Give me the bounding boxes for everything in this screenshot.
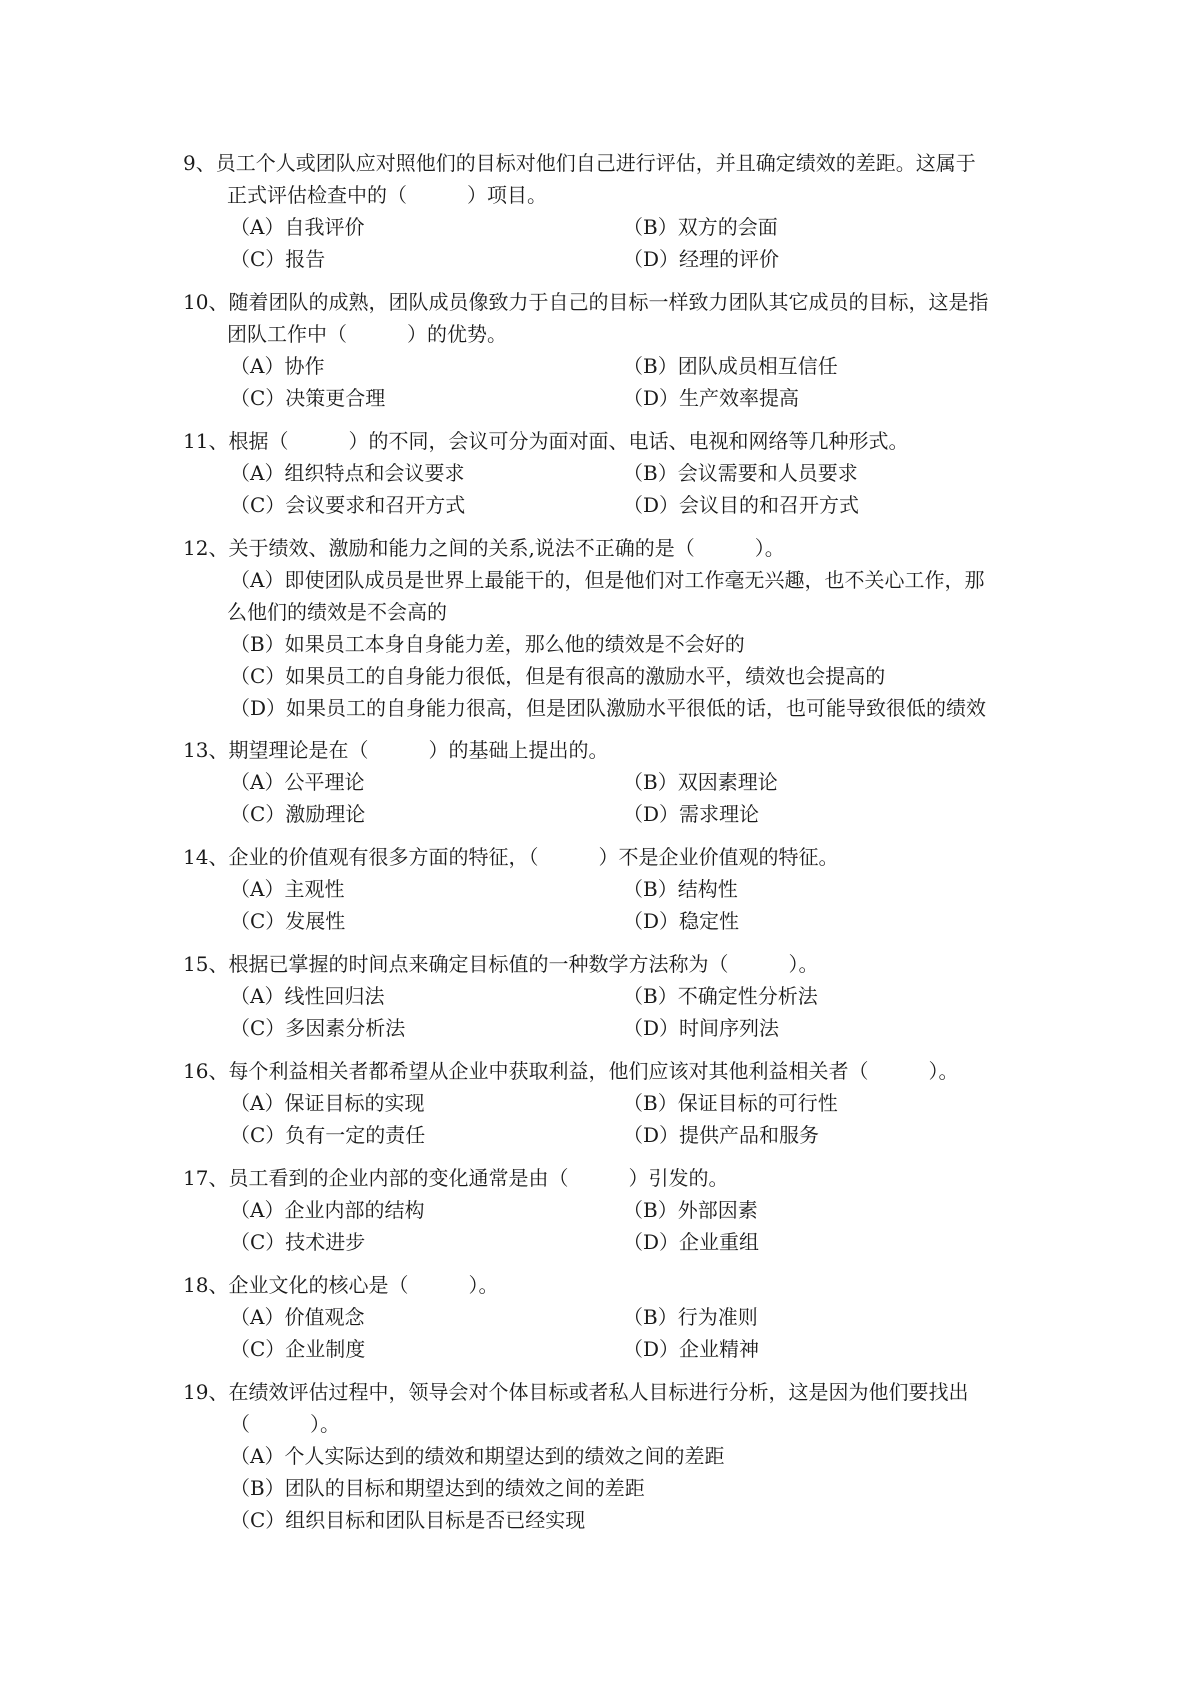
option-d: （D）如果员工的自身能力很高，但是团队激励水平很低的话，也可能导致很低的绩效 xyxy=(230,696,987,720)
option-b: （B）行为准则 xyxy=(623,1305,758,1329)
question-number: 12、 xyxy=(183,536,229,560)
option-c: （C）组织目标和团队目标是否已经实现 xyxy=(230,1508,586,1532)
option-row xyxy=(183,905,1043,937)
option-c: （C）报告 xyxy=(230,247,326,271)
question-13 xyxy=(183,734,1043,830)
option-d: （D）需求理论 xyxy=(623,802,760,826)
question-number: 13、 xyxy=(183,738,229,762)
question-stem: 企业的价值观有很多方面的特征，（ ）不是企业价值观的特征。 xyxy=(228,845,839,869)
option-a: （A）线性回归法 xyxy=(230,984,385,1008)
question-stem: 企业文化的核心是（ ）。 xyxy=(228,1273,499,1297)
option-d: （D）会议目的和召开方式 xyxy=(623,493,860,517)
option-b: （B）保证目标的可行性 xyxy=(623,1091,838,1115)
question-17 xyxy=(183,1162,1043,1258)
option-a: （A）自我评价 xyxy=(230,215,365,239)
option-b: （B）结构性 xyxy=(623,877,738,901)
option-row xyxy=(183,1012,1043,1044)
option-a: （A）组织特点和会议要求 xyxy=(230,461,465,485)
option-c: （C）如果员工的自身能力很低，但是有很高的激励水平，绩效也会提高的 xyxy=(230,664,886,688)
question-number: 14、 xyxy=(183,845,229,869)
question-stem: 每个利益相关者都希望从企业中获取利益，他们应该对其他利益相关者（ ）。 xyxy=(228,1059,959,1083)
question-stem-continuation: 团队工作中（ ）的优势。 xyxy=(227,322,507,346)
question-stem: 员工个人或团队应对照他们的目标对他们自己进行评估，并且确定绩效的差距。这属于 xyxy=(215,151,976,175)
question-stem-line xyxy=(183,841,1043,873)
option-a-continuation: 么他们的绩效是不会高的 xyxy=(227,600,447,624)
question-number: 17、 xyxy=(183,1166,229,1190)
option-row xyxy=(183,1119,1043,1151)
option-row xyxy=(183,211,1043,243)
option-row xyxy=(183,489,1043,521)
option-c: （C）负有一定的责任 xyxy=(230,1123,426,1147)
option-c: （C）发展性 xyxy=(230,909,346,933)
option-a: （A）企业内部的结构 xyxy=(230,1198,425,1222)
question-stem: 员工看到的企业内部的变化通常是由（ ）引发的。 xyxy=(228,1166,729,1190)
question-stem: 期望理论是在（ ）的基础上提出的。 xyxy=(228,738,609,762)
question-number: 11、 xyxy=(183,429,229,453)
question-9 xyxy=(183,147,1043,275)
option-a: （A）价值观念 xyxy=(230,1305,365,1329)
question-19 xyxy=(183,1376,1043,1536)
option-d: （D）稳定性 xyxy=(623,909,740,933)
question-stem-line xyxy=(183,425,1043,457)
option-b: （B）双因素理论 xyxy=(623,770,778,794)
option-d: （D）企业重组 xyxy=(623,1230,760,1254)
question-stem: 随着团队的成熟，团队成员像致力于自己的目标一样致力团队其它成员的目标，这是指 xyxy=(228,290,989,314)
option-a: （A）公平理论 xyxy=(230,770,365,794)
option-row xyxy=(183,1194,1043,1226)
option-d: （D）时间序列法 xyxy=(623,1016,780,1040)
option-a: （A）保证目标的实现 xyxy=(230,1091,425,1115)
question-14 xyxy=(183,841,1043,937)
option-c: （C）激励理论 xyxy=(230,802,366,826)
option-c: （C）技术进步 xyxy=(230,1230,366,1254)
question-11 xyxy=(183,425,1043,521)
question-number: 10、 xyxy=(183,290,229,314)
question-15 xyxy=(183,948,1043,1044)
option-a: （A）主观性 xyxy=(230,877,345,901)
question-number: 18、 xyxy=(183,1273,229,1297)
option-row xyxy=(183,798,1043,830)
option-c: （C）会议要求和召开方式 xyxy=(230,493,466,517)
question-stem-line xyxy=(183,1269,1043,1301)
question-stem-line xyxy=(183,948,1043,980)
question-stem-continuation: （ ）。 xyxy=(230,1412,340,1436)
option-b: （B）团队的目标和期望达到的绩效之间的差距 xyxy=(230,1476,645,1500)
question-16 xyxy=(183,1055,1043,1151)
question-stem-line xyxy=(183,1162,1043,1194)
question-stem: 关于绩效、激励和能力之间的关系,说法不正确的是（ ）。 xyxy=(228,536,785,560)
option-d: （D）生产效率提高 xyxy=(623,386,800,410)
question-number: 15、 xyxy=(183,952,229,976)
option-d: （D）经理的评价 xyxy=(623,247,780,271)
question-number: 19、 xyxy=(183,1380,229,1404)
option-d: （D）提供产品和服务 xyxy=(623,1123,820,1147)
option-c: （C）多因素分析法 xyxy=(230,1016,406,1040)
option-row xyxy=(183,873,1043,905)
question-stem-line xyxy=(183,286,1043,318)
question-12 xyxy=(183,532,1043,724)
option-row xyxy=(183,457,1043,489)
option-b: （B）不确定性分析法 xyxy=(623,984,818,1008)
option-a: （A）个人实际达到的绩效和期望达到的绩效之间的差距 xyxy=(230,1444,725,1468)
question-stem: 根据（ ）的不同，会议可分为面对面、电话、电视和网络等几种形式。 xyxy=(228,429,909,453)
question-stem-line xyxy=(183,147,1043,179)
option-c: （C）决策更合理 xyxy=(230,386,386,410)
option-row xyxy=(183,350,1043,382)
option-a: （A）协作 xyxy=(230,354,325,378)
question-stem-continuation: 正式评估检查中的（ ）项目。 xyxy=(227,183,547,207)
question-stem: 在绩效评估过程中，领导会对个体目标或者私人目标进行分析，这是因为他们要找出 xyxy=(228,1380,969,1404)
option-b: （B）团队成员相互信任 xyxy=(623,354,838,378)
option-d: （D）企业精神 xyxy=(623,1337,760,1361)
option-b: （B）双方的会面 xyxy=(623,215,778,239)
option-row xyxy=(183,980,1043,1012)
option-row xyxy=(183,1087,1043,1119)
question-number: 9、 xyxy=(183,151,216,175)
option-row xyxy=(183,243,1043,275)
option-row xyxy=(183,1226,1043,1258)
option-b: （B）如果员工本身自身能力差，那么他的绩效是不会好的 xyxy=(230,632,745,656)
question-18 xyxy=(183,1269,1043,1365)
option-row xyxy=(183,1301,1043,1333)
question-stem: 根据已掌握的时间点来确定目标值的一种数学方法称为（ ）。 xyxy=(228,952,819,976)
option-b: （B）外部因素 xyxy=(623,1198,758,1222)
option-row xyxy=(183,766,1043,798)
option-row xyxy=(183,1333,1043,1365)
question-stem-line xyxy=(183,1055,1043,1087)
question-number: 16、 xyxy=(183,1059,229,1083)
option-b: （B）会议需要和人员要求 xyxy=(623,461,858,485)
question-stem-line xyxy=(183,734,1043,766)
question-10 xyxy=(183,286,1043,414)
option-a: （A）即使团队成员是世界上最能干的，但是他们对工作毫无兴趣，也不关心工作，那 xyxy=(230,568,985,592)
option-c: （C）企业制度 xyxy=(230,1337,366,1361)
option-row xyxy=(183,382,1043,414)
question-stem-line xyxy=(183,532,1043,564)
question-stem-line xyxy=(183,1376,1043,1408)
